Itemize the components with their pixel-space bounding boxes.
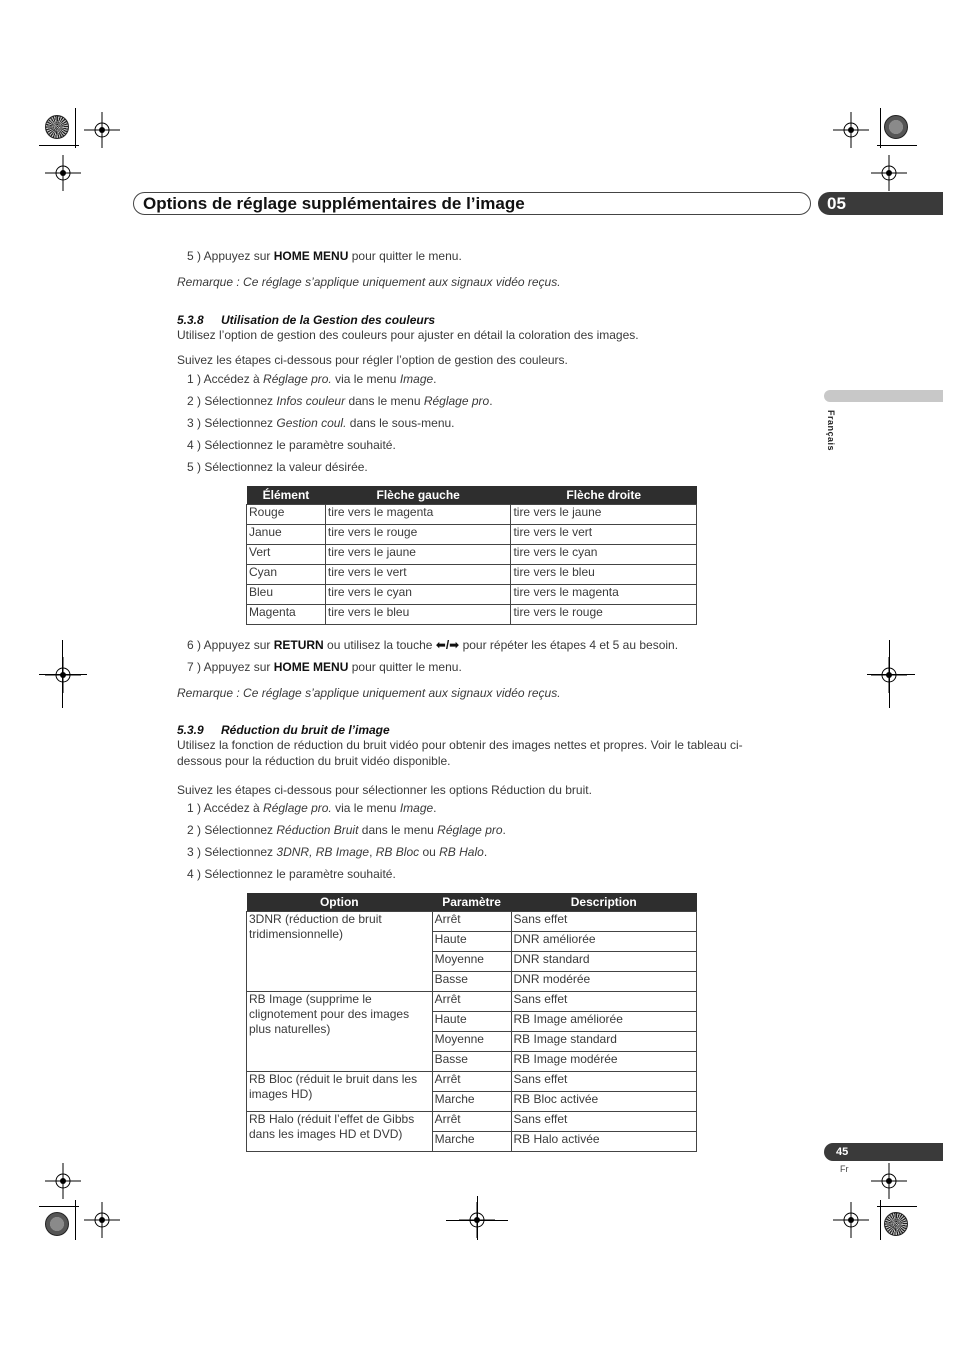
page-number-badge: 45 (824, 1143, 943, 1161)
section-539-step-4: 4 ) Sélectionnez le paramètre souhaité. (187, 867, 396, 881)
table-cell: Rouge (247, 504, 326, 524)
page-language-code: Fr (840, 1164, 849, 1174)
table-cell: RB Halo activée (511, 1131, 696, 1151)
table-cell: tire vers le rouge (511, 604, 697, 624)
table-cell: tire vers le jaune (325, 544, 511, 564)
table-cell: Basse (432, 971, 511, 991)
table-cell: RB Image améliorée (511, 1011, 696, 1031)
crop-line (62, 640, 63, 708)
remark-note: Remarque : Ce réglage s’applique uniquement aux signaux vidéo reçus. (177, 686, 561, 700)
table-cell: Basse (432, 1051, 511, 1071)
section-539-step-1: 1 ) Accédez à Réglage pro. via le menu Image. (187, 801, 437, 815)
table-header-cell: Flèche gauche (325, 486, 511, 504)
registration-mark-icon (871, 1163, 907, 1199)
section-538-step-5: 5 ) Sélectionnez la valeur désirée. (187, 460, 368, 474)
crop-line (39, 1206, 79, 1207)
table-cell: tire vers le magenta (325, 504, 511, 524)
table-cell: Arrêt (432, 1071, 511, 1091)
table-header-row (247, 893, 697, 911)
crop-line (39, 674, 87, 675)
section-538-step-1: 1 ) Accédez à Réglage pro. via le menu Image. (187, 372, 437, 386)
crop-line (880, 1200, 881, 1240)
table-row (247, 584, 697, 604)
section-539-lead: Suivez les étapes ci-dessous pour sélectionner les options Réduction du bruit. (177, 783, 592, 797)
table-row (247, 504, 697, 524)
table-cell: tire vers le cyan (511, 544, 697, 564)
section-538-step-4: 4 ) Sélectionnez le paramètre souhaité. (187, 438, 396, 452)
table-cell: Janue (247, 524, 326, 544)
crop-line (75, 1200, 76, 1240)
crop-line (75, 108, 76, 148)
crop-line (39, 145, 79, 146)
side-tab-language-label: Français (826, 410, 836, 452)
crop-line (889, 640, 890, 708)
table-cell: DNR standard (511, 951, 696, 971)
option-cell: RB Halo (réduit l’effet de Gibbs dans les images HD et DVD) (247, 1111, 433, 1151)
option-cell: RB Bloc (réduit le bruit dans les images HD) (247, 1071, 433, 1111)
option-cell: RB Image (supprime le clignotement pour des images plus naturelles) (247, 991, 433, 1071)
table-row (247, 604, 697, 624)
section-538-step-2: 2 ) Sélectionnez Infos couleur dans le menu Réglage pro. (187, 394, 493, 408)
table-cell: RB Bloc activée (511, 1091, 696, 1111)
table-row (247, 1071, 697, 1091)
noise-reduction-table (246, 893, 697, 1152)
table-cell: Magenta (247, 604, 326, 624)
table-cell: Marche (432, 1091, 511, 1111)
table-header-cell: Élément (247, 486, 326, 504)
color-management-table (246, 486, 697, 625)
table-cell: tire vers le magenta (511, 584, 697, 604)
table-row (247, 991, 697, 1011)
table-cell: Vert (247, 544, 326, 564)
color-rosette-icon (884, 1212, 908, 1236)
section-538-lead: Suivez les étapes ci-dessous pour régler l’option de gestion des couleurs. (177, 353, 568, 367)
table-cell: Sans effet (511, 991, 696, 1011)
registration-mark-icon (871, 155, 907, 191)
section-539-intro-line-2: dessous pour la réduction du bruit vidéo disponible. (177, 754, 451, 768)
crop-line (877, 145, 917, 146)
left-right-arrow-icon: ⬅/➡ (435, 638, 460, 652)
table-header-cell: Flèche droite (511, 486, 697, 504)
table-cell: DNR améliorée (511, 931, 696, 951)
table-row (247, 564, 697, 584)
section-heading-539: 5.3.9 Réduction du bruit de l’image (177, 723, 390, 737)
section-538-step-7: 7 ) Appuyez sur HOME MENU pour quitter le menu. (187, 660, 462, 674)
section-539-step-2: 2 ) Sélectionnez Réduction Bruit dans le menu Réglage pro. (187, 823, 506, 837)
color-rosette-icon (884, 115, 908, 139)
registration-mark-icon (84, 112, 120, 148)
registration-mark-icon (45, 657, 81, 693)
table-cell: DNR modérée (511, 971, 696, 991)
table-cell: Cyan (247, 564, 326, 584)
registration-mark-icon (84, 1202, 120, 1238)
table-cell: Bleu (247, 584, 326, 604)
color-rosette-icon (45, 1212, 69, 1236)
table-cell: Arrêt (432, 911, 511, 931)
registration-mark-icon (833, 112, 869, 148)
table-cell: tire vers le cyan (325, 584, 511, 604)
table-header-cell: Paramètre (432, 893, 511, 911)
table-cell: Arrêt (432, 1111, 511, 1131)
table-header-cell: Description (511, 893, 696, 911)
language-side-tab (824, 390, 943, 402)
table-cell: Sans effet (511, 911, 696, 931)
registration-mark-icon (833, 1202, 869, 1238)
intro-step-5: 5 ) Appuyez sur HOME MENU pour quitter le menu. (187, 249, 462, 263)
table-cell: tire vers le vert (325, 564, 511, 584)
section-539-intro-line-1: Utilisez la fonction de réduction du bruit vidéo pour obtenir des images nettes et propres. Voir le tableau ci- (177, 738, 743, 752)
crop-line (880, 108, 881, 148)
registration-mark-icon (45, 1163, 81, 1199)
section-538-intro: Utilisez l’option de gestion des couleurs pour ajuster en détail la coloration des images. (177, 328, 639, 342)
table-cell: RB Image standard (511, 1031, 696, 1051)
crop-line (877, 1206, 917, 1207)
table-row (247, 1111, 697, 1131)
table-cell: RB Image modérée (511, 1051, 696, 1071)
table-cell: Haute (432, 1011, 511, 1031)
table-cell: Arrêt (432, 991, 511, 1011)
section-538-step-3: 3 ) Sélectionnez Gestion coul. dans le sous-menu. (187, 416, 455, 430)
crop-line (477, 1196, 478, 1240)
color-rosette-icon (45, 115, 69, 139)
table-cell: Sans effet (511, 1111, 696, 1131)
crop-line (867, 674, 915, 675)
remark-note: Remarque : Ce réglage s’applique uniquement aux signaux vidéo reçus. (177, 275, 561, 289)
section-538-step-6: 6 ) Appuyez sur RETURN ou utilisez la touche ⬅/➡ pour répéter les étapes 4 et 5 au besoin. (187, 638, 679, 652)
page-title: Options de réglage supplémentaires de l’image (143, 194, 525, 213)
table-cell: Sans effet (511, 1071, 696, 1091)
table-row (247, 544, 697, 564)
table-cell: tire vers le rouge (325, 524, 511, 544)
table-cell: tire vers le bleu (511, 564, 697, 584)
section-539-step-3: 3 ) Sélectionnez 3DNR, RB Image, RB Bloc ou RB Halo. (187, 845, 488, 859)
table-cell: Haute (432, 931, 511, 951)
table-cell: Marche (432, 1131, 511, 1151)
registration-mark-icon (45, 155, 81, 191)
table-cell: tire vers le bleu (325, 604, 511, 624)
table-cell: Moyenne (432, 951, 511, 971)
table-cell: tire vers le jaune (511, 504, 697, 524)
table-row (247, 524, 697, 544)
table-header-row (247, 486, 697, 504)
table-cell: Moyenne (432, 1031, 511, 1051)
table-header-cell: Option (247, 893, 433, 911)
table-row (247, 911, 697, 931)
table-cell: tire vers le vert (511, 524, 697, 544)
option-cell: 3DNR (réduction de bruit tridimensionnelle) (247, 911, 433, 991)
chapter-number-badge: 05 (818, 192, 943, 215)
section-heading-538: 5.3.8 Utilisation de la Gestion des couleurs (177, 313, 436, 327)
